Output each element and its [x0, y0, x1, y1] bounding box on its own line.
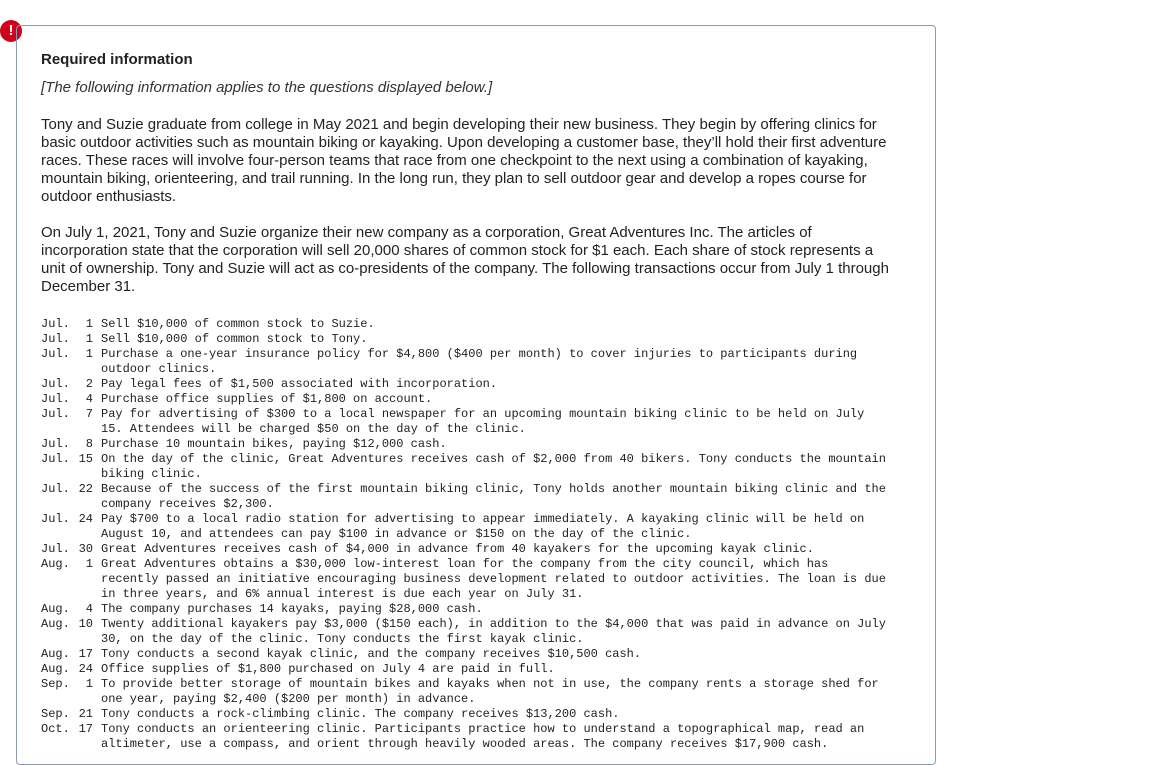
transaction-row	[41, 482, 901, 512]
transaction-row	[41, 377, 901, 392]
transaction-month: Aug.	[41, 602, 70, 616]
transaction-month: Jul.	[41, 482, 70, 496]
transaction-day: 10	[78, 617, 93, 631]
transaction-row	[41, 617, 901, 647]
transaction-description: Pay for advertising of $300 to a local newspaper for an upcoming mountain biking clinic to be held on July 15. Attendees will be charged $50 on the day of the clinic.	[101, 407, 865, 436]
transaction-month: Jul.	[41, 407, 70, 421]
transaction-month: Sep.	[41, 707, 70, 721]
transaction-row	[41, 512, 901, 542]
intro-paragraph: Tony and Suzie graduate from college in May 2021 and begin developing their new business. They begin by offering clinics for basic outdoor activities such as mountain biking or kayaking. Upon developing a customer base, they’ll hold their first adventure races. These races will involve four-person teams that race from one checkpoint to the next using a combination of kayaking, mountain biking, orienteering, and trail running. In the long run, they plan to sell outdoor gear and develop a ropes course for outdoor enthusiasts.	[41, 116, 887, 205]
transaction-month: Aug.	[41, 617, 70, 631]
transaction-month: Jul.	[41, 452, 70, 466]
card-content	[41, 50, 901, 752]
transaction-row	[41, 677, 901, 707]
transaction-month: Sep.	[41, 677, 70, 691]
transaction-month: Jul.	[41, 512, 70, 526]
transaction-day: 24	[78, 512, 93, 526]
transaction-row	[41, 407, 901, 437]
transaction-month: Oct.	[41, 722, 70, 736]
transaction-description: Tony conducts a second kayak clinic, and the company receives $10,500 cash.	[101, 647, 642, 661]
transaction-day: 1	[85, 332, 93, 346]
transaction-description: Purchase office supplies of $1,800 on account.	[101, 392, 433, 406]
transaction-day: 30	[78, 542, 93, 556]
transaction-row	[41, 347, 901, 377]
transaction-row	[41, 317, 901, 332]
transaction-row	[41, 707, 901, 722]
alert-icon: !	[0, 20, 22, 42]
transaction-row	[41, 392, 901, 407]
transaction-day: 2	[85, 377, 93, 391]
transaction-description: Great Adventures obtains a $30,000 low-interest loan for the company from the city council, which has recently passed an initiative encouraging business development related to outdoor activities. The loan is due in three years, and 6% annual interest is due each year on July 31.	[101, 557, 886, 601]
transaction-day: 1	[85, 347, 93, 361]
card-note: [The following information applies to the questions displayed below.]	[41, 79, 493, 96]
transaction-description: Pay legal fees of $1,500 associated with incorporation.	[101, 377, 498, 391]
transaction-description: Twenty additional kayakers pay $3,000 ($150 each), in addition to the $4,000 that was paid in advance on July 30, on the day of the clinic. Tony conducts the first kayak clinic.	[101, 617, 886, 646]
transaction-description: Because of the success of the first mountain biking clinic, Tony holds another mountain biking clinic and the company receives $2,300.	[101, 482, 886, 511]
transaction-day: 21	[78, 707, 93, 721]
transaction-day: 1	[85, 557, 93, 571]
transaction-month: Jul.	[41, 317, 70, 331]
card-title: Required information	[41, 51, 193, 68]
transaction-day: 7	[85, 407, 93, 421]
transaction-day: 24	[78, 662, 93, 676]
transaction-row	[41, 722, 901, 752]
transaction-row	[41, 602, 901, 617]
transaction-day: 1	[85, 677, 93, 691]
transaction-description: Pay $700 to a local radio station for advertising to appear immediately. A kayaking clinic will be held on August 10, and attendees can pay $100 in advance or $150 on the day of the clinic.	[101, 512, 865, 541]
transaction-month: Aug.	[41, 557, 70, 571]
transaction-month: Jul.	[41, 332, 70, 346]
transaction-day: 4	[85, 392, 93, 406]
transaction-row	[41, 452, 901, 482]
transaction-row	[41, 542, 901, 557]
transaction-description: Purchase a one-year insurance policy for $4,800 ($400 per month) to cover injuries to participants during outdoor clinics.	[101, 347, 858, 376]
transaction-day: 8	[85, 437, 93, 451]
transaction-row	[41, 437, 901, 452]
transaction-month: Jul.	[41, 347, 70, 361]
organization-paragraph: On July 1, 2021, Tony and Suzie organize their new company as a corporation, Great Adventures Inc. The articles of incorporation state that the corporation will sell 20,000 shares of common stock for $1 each. Each share of stock represents a unit of ownership. Tony and Suzie will act as co-presidents of the company. The following transactions occur from July 1 through December 31.	[41, 224, 889, 295]
transaction-month: Jul.	[41, 542, 70, 556]
transaction-day: 22	[78, 482, 93, 496]
transaction-description: Sell $10,000 of common stock to Tony.	[101, 332, 368, 346]
transaction-month: Jul.	[41, 392, 70, 406]
transaction-description: On the day of the clinic, Great Adventures receives cash of $2,000 from 40 bikers. Tony conducts the mountain biking clinic.	[101, 452, 886, 481]
transaction-description: Sell $10,000 of common stock to Suzie.	[101, 317, 375, 331]
transaction-month: Aug.	[41, 647, 70, 661]
transaction-row	[41, 557, 901, 602]
transaction-day: 17	[78, 722, 93, 736]
transaction-month: Aug.	[41, 662, 70, 676]
transaction-month: Jul.	[41, 377, 70, 391]
transaction-description: Tony conducts a rock-climbing clinic. The company receives $13,200 cash.	[101, 707, 620, 721]
transaction-row	[41, 332, 901, 347]
transaction-description: To provide better storage of mountain bikes and kayaks when not in use, the company rents a storage shed for one year, paying $2,400 ($200 per month) in advance.	[101, 677, 879, 706]
transaction-description: Purchase 10 mountain bikes, paying $12,000 cash.	[101, 437, 447, 451]
transaction-day: 4	[85, 602, 93, 616]
transaction-day: 17	[78, 647, 93, 661]
transaction-row	[41, 647, 901, 662]
transaction-description: Great Adventures receives cash of $4,000 in advance from 40 kayakers for the upcoming kayak clinic.	[101, 542, 814, 556]
transaction-day: 15	[78, 452, 93, 466]
transaction-month: Jul.	[41, 437, 70, 451]
transaction-description: Office supplies of $1,800 purchased on July 4 are paid in full.	[101, 662, 555, 676]
transaction-day: 1	[85, 317, 93, 331]
transaction-description: The company purchases 14 kayaks, paying $28,000 cash.	[101, 602, 483, 616]
transaction-row	[41, 662, 901, 677]
transaction-list	[41, 317, 901, 752]
transaction-description: Tony conducts an orienteering clinic. Participants practice how to understand a topographical map, read an altimeter, use a compass, and orient through heavily wooded areas. The company receives $17,900 cash.	[101, 722, 865, 751]
